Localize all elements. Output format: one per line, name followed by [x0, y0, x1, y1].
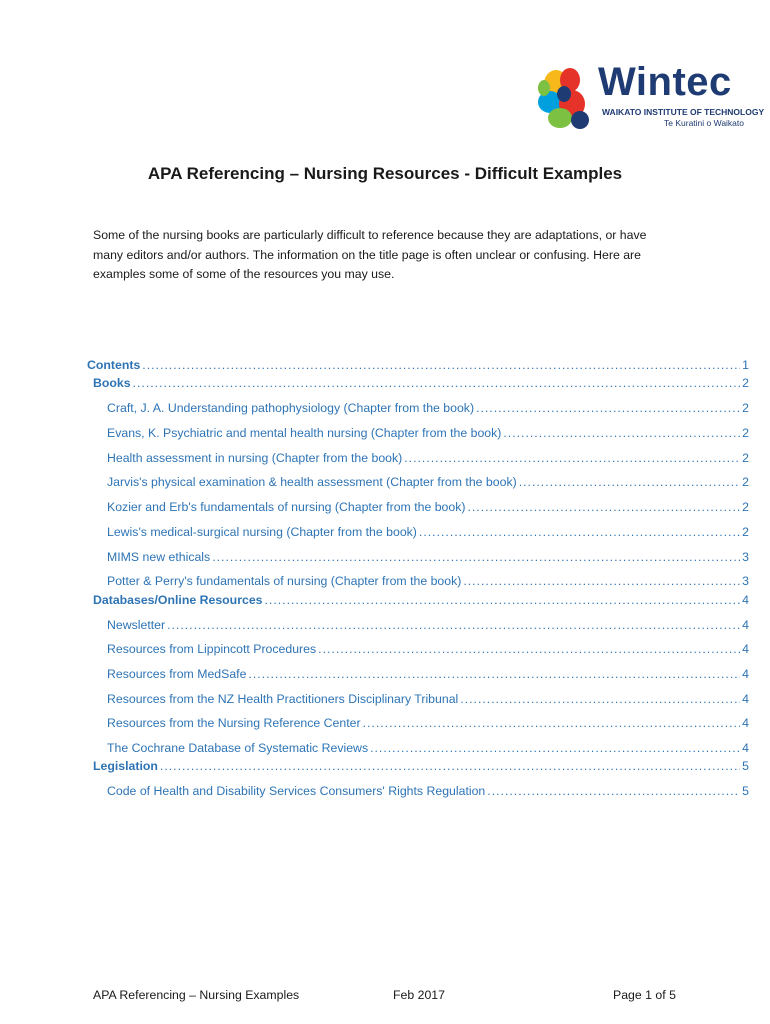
- toc-entry[interactable]: [87, 358, 749, 372]
- toc-entry-label: Resources from Lippincott Procedures: [107, 642, 317, 656]
- toc-entry[interactable]: [93, 759, 749, 773]
- toc-entry[interactable]: [107, 741, 749, 755]
- toc-entry-label: Lewis's medical-surgical nursing (Chapter from the book): [107, 525, 417, 539]
- toc-leader-dots: [404, 451, 740, 465]
- toc-entry-label: Legislation: [93, 759, 158, 773]
- toc-entry-label: Evans, K. Psychiatric and mental health nursing (Chapter from the book): [107, 426, 502, 440]
- toc-entry-label: Jarvis's physical examination & health assessment (Chapter from the book): [107, 475, 517, 489]
- toc-leader-dots: [370, 741, 740, 755]
- toc-entry-page: 2: [742, 426, 749, 440]
- toc-entry-label: Potter & Perry's fundamentals of nursing (Chapter from the book): [107, 574, 462, 588]
- toc-entry-label: Craft, J. A. Understanding pathophysiology (Chapter from the book): [107, 401, 475, 415]
- toc-leader-dots: [133, 376, 741, 390]
- toc-entry-page: 5: [742, 759, 749, 773]
- toc-entry-page: 3: [742, 550, 749, 564]
- toc-entry[interactable]: [107, 716, 749, 730]
- footer-date: Feb 2017: [393, 988, 445, 1002]
- toc-leader-dots: [419, 525, 740, 539]
- toc-entry[interactable]: [107, 550, 749, 564]
- toc-entry-label: Resources from the Nursing Reference Center: [107, 716, 361, 730]
- toc-entry-page: 4: [742, 667, 749, 681]
- toc-leader-dots: [519, 475, 740, 489]
- toc-entry-label: Databases/Online Resources: [93, 593, 263, 607]
- toc-entry[interactable]: [107, 667, 749, 681]
- toc-entry[interactable]: [107, 500, 749, 514]
- toc-entry-page: 2: [742, 376, 749, 390]
- toc-entry[interactable]: [93, 593, 749, 607]
- logo-maori-subtitle: Te Kuratini o Waikato: [664, 118, 744, 128]
- toc-entry[interactable]: [107, 618, 749, 632]
- toc-entry-label: Health assessment in nursing (Chapter from the book): [107, 451, 403, 465]
- toc-leader-dots: [463, 574, 740, 588]
- toc-entry[interactable]: [107, 784, 749, 798]
- toc-entry-label: MIMS new ethicals: [107, 550, 211, 564]
- toc-entry-page: 3: [742, 574, 749, 588]
- toc-entry[interactable]: [107, 642, 749, 656]
- page-title: APA Referencing – Nursing Resources - Difficult Examples: [147, 164, 623, 183]
- toc-entry-page: 2: [742, 500, 749, 514]
- toc-entry-page: 4: [742, 716, 749, 730]
- toc-entry[interactable]: [107, 475, 749, 489]
- toc-entry-page: 4: [742, 692, 749, 706]
- toc-leader-dots: [460, 692, 740, 706]
- toc-leader-dots: [265, 593, 741, 607]
- toc-leader-dots: [160, 759, 740, 773]
- toc-entry-page: 2: [742, 525, 749, 539]
- toc-entry-page: 2: [742, 401, 749, 415]
- wintec-logo: [536, 60, 765, 150]
- toc-entry[interactable]: [107, 692, 749, 706]
- toc-entry[interactable]: [107, 451, 749, 465]
- toc-entry[interactable]: [107, 401, 749, 415]
- toc-entry-label: Contents: [87, 358, 141, 372]
- toc-entry-label: The Cochrane Database of Systematic Reviews: [107, 741, 369, 755]
- toc-leader-dots: [467, 500, 740, 514]
- toc-entry[interactable]: [107, 525, 749, 539]
- toc-leader-dots: [487, 784, 740, 798]
- footer-doc-title: APA Referencing – Nursing Examples: [93, 988, 300, 1002]
- toc-entry-label: Resources from MedSafe: [107, 667, 247, 681]
- logo-wordmark: Wintec: [598, 60, 732, 104]
- toc-entry-label: Code of Health and Disability Services Consumers' Rights Regulation: [107, 784, 486, 798]
- toc-leader-dots: [503, 426, 740, 440]
- toc-leader-dots: [318, 642, 740, 656]
- toc-entry[interactable]: [107, 426, 749, 440]
- toc-leader-dots: [212, 550, 740, 564]
- toc-entry-label: Books: [93, 376, 131, 390]
- toc-entry-label: Resources from the NZ Health Practitioners Disciplinary Tribunal: [107, 692, 459, 706]
- toc-leader-dots: [363, 716, 741, 730]
- wintec-emblem-icon: [536, 64, 598, 134]
- toc-entry-page: 5: [742, 784, 749, 798]
- toc-entry-page: 4: [742, 618, 749, 632]
- toc-entry-page: 1: [742, 358, 749, 372]
- footer-page-number: Page 1 of 5: [613, 988, 676, 1002]
- toc-leader-dots: [167, 618, 740, 632]
- intro-paragraph: Some of the nursing books are particularly difficult to reference because they are adaptations, or have many editors and/or authors. The information on the title page is often unclear or confusing. Here are examples some of some of the resources you may use.: [93, 228, 647, 281]
- toc-entry-page: 4: [742, 642, 749, 656]
- toc-leader-dots: [142, 358, 740, 372]
- toc-entry-label: Kozier and Erb's fundamentals of nursing (Chapter from the book): [107, 500, 466, 514]
- toc-entry-page: 2: [742, 451, 749, 465]
- toc-leader-dots: [248, 667, 740, 681]
- toc-entry-page: 4: [742, 741, 749, 755]
- toc-leader-dots: [476, 401, 740, 415]
- toc-entry-page: 4: [742, 593, 749, 607]
- toc-entry-label: Newsletter: [107, 618, 166, 632]
- toc-entry[interactable]: [107, 574, 749, 588]
- toc-entry[interactable]: [93, 376, 749, 390]
- logo-subtitle: WAIKATO INSTITUTE OF TECHNOLOGY: [602, 107, 765, 117]
- toc-entry-page: 2: [742, 475, 749, 489]
